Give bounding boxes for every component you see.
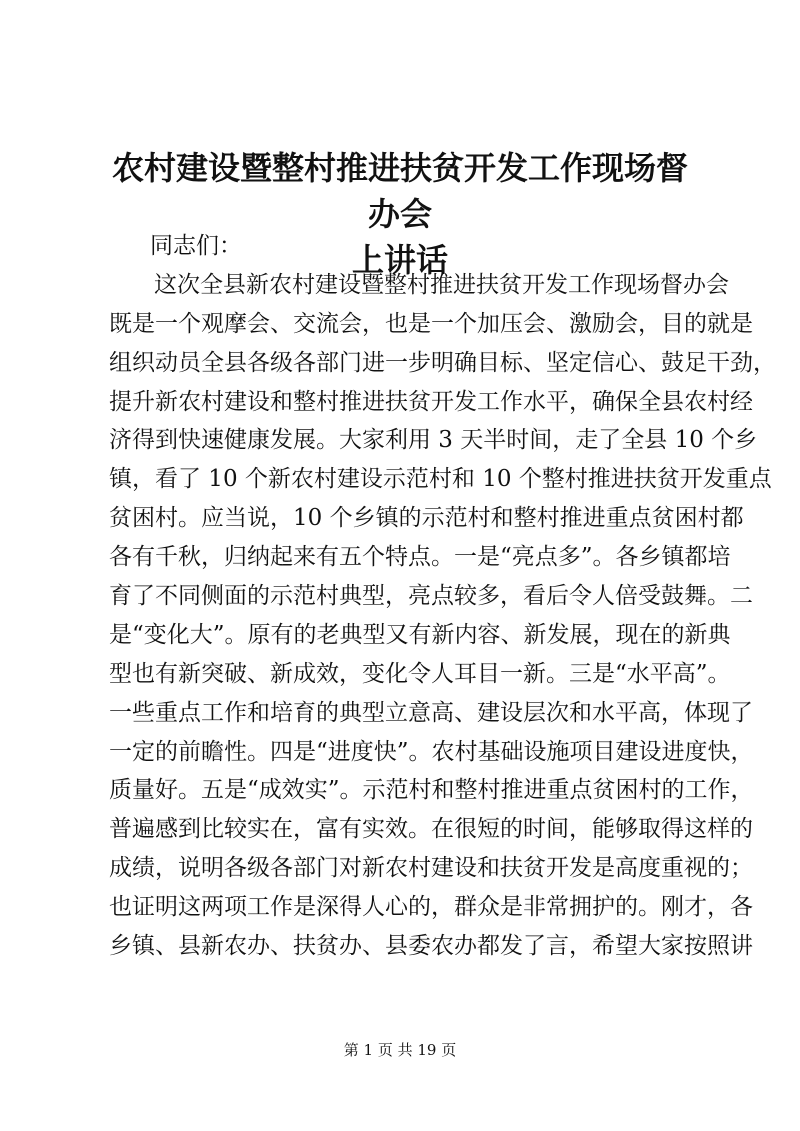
page-number-footer: 第 1 页 共 19 页 — [343, 1041, 457, 1059]
paragraph-line: 贫困村。应当说，10 个乡镇的示范村和整村推进重点贫困村都 — [109, 505, 744, 532]
paragraph-line: 型也有新突破、新成效，变化令人耳目一新。三是“水平高”。 — [109, 660, 731, 687]
paragraph-line: 一些重点工作和培育的典型立意高、建设层次和水平高，体现了 — [109, 699, 753, 726]
paragraph-line: 也证明这两项工作是深得人心的，群众是非常拥护的。刚才，各 — [109, 894, 753, 921]
paragraph-line: 普遍感到比较实在，富有实效。在很短的时间，能够取得这样的 — [109, 816, 753, 843]
greeting: 同志们： — [150, 233, 242, 259]
paragraph-line: 镇，看了 10 个新农村建设示范村和 10 个整村推进扶贫开发重点 — [109, 466, 772, 493]
title-line: 上讲话 — [351, 241, 448, 279]
paragraph-line: 一定的前瞻性。四是“进度快”。农村基础设施项目建设进度快， — [109, 738, 754, 765]
paragraph-line: 育了不同侧面的示范村典型，亮点较多，看后令人倍受鼓舞。二 — [109, 583, 753, 610]
title-line: 农村建设暨整村推进扶贫开发工作现场督办会 — [111, 149, 688, 233]
paragraph-line: 成绩，说明各级各部门对新农村建设和扶贫开发是高度重视的； — [109, 855, 753, 882]
paragraph-line: 是“变化大”。原有的老典型又有新内容、新发展，现在的新典 — [109, 621, 731, 648]
paragraph-line: 组织动员全县各级各部门进一步明确目标、坚定信心、鼓足干劲， — [109, 349, 776, 376]
paragraph-line: 质量好。五是“成效实”。示范村和整村推进重点贫困村的工作， — [109, 777, 754, 804]
paragraph-line: 乡镇、县新农办、扶贫办、县委农办都发了言，希望大家按照讲 — [109, 933, 753, 960]
paragraph-line: 各有千秋，归纳起来有五个特点。一是“亮点多”。各乡镇都培 — [109, 544, 731, 571]
paragraph-line: 济得到快速健康发展。大家利用 3 天半时间，走了全县 10 个乡 — [109, 427, 758, 454]
paragraph-line: 提升新农村建设和整村推进扶贫开发工作水平，确保全县农村经 — [109, 388, 753, 415]
paragraph-line: 既是一个观摩会、交流会，也是一个加压会、激励会，目的就是 — [109, 310, 753, 337]
paragraph-line: 这次全县新农村建设暨整村推进扶贫开发工作现场督办会 — [154, 271, 729, 298]
document-body — [109, 227, 776, 966]
